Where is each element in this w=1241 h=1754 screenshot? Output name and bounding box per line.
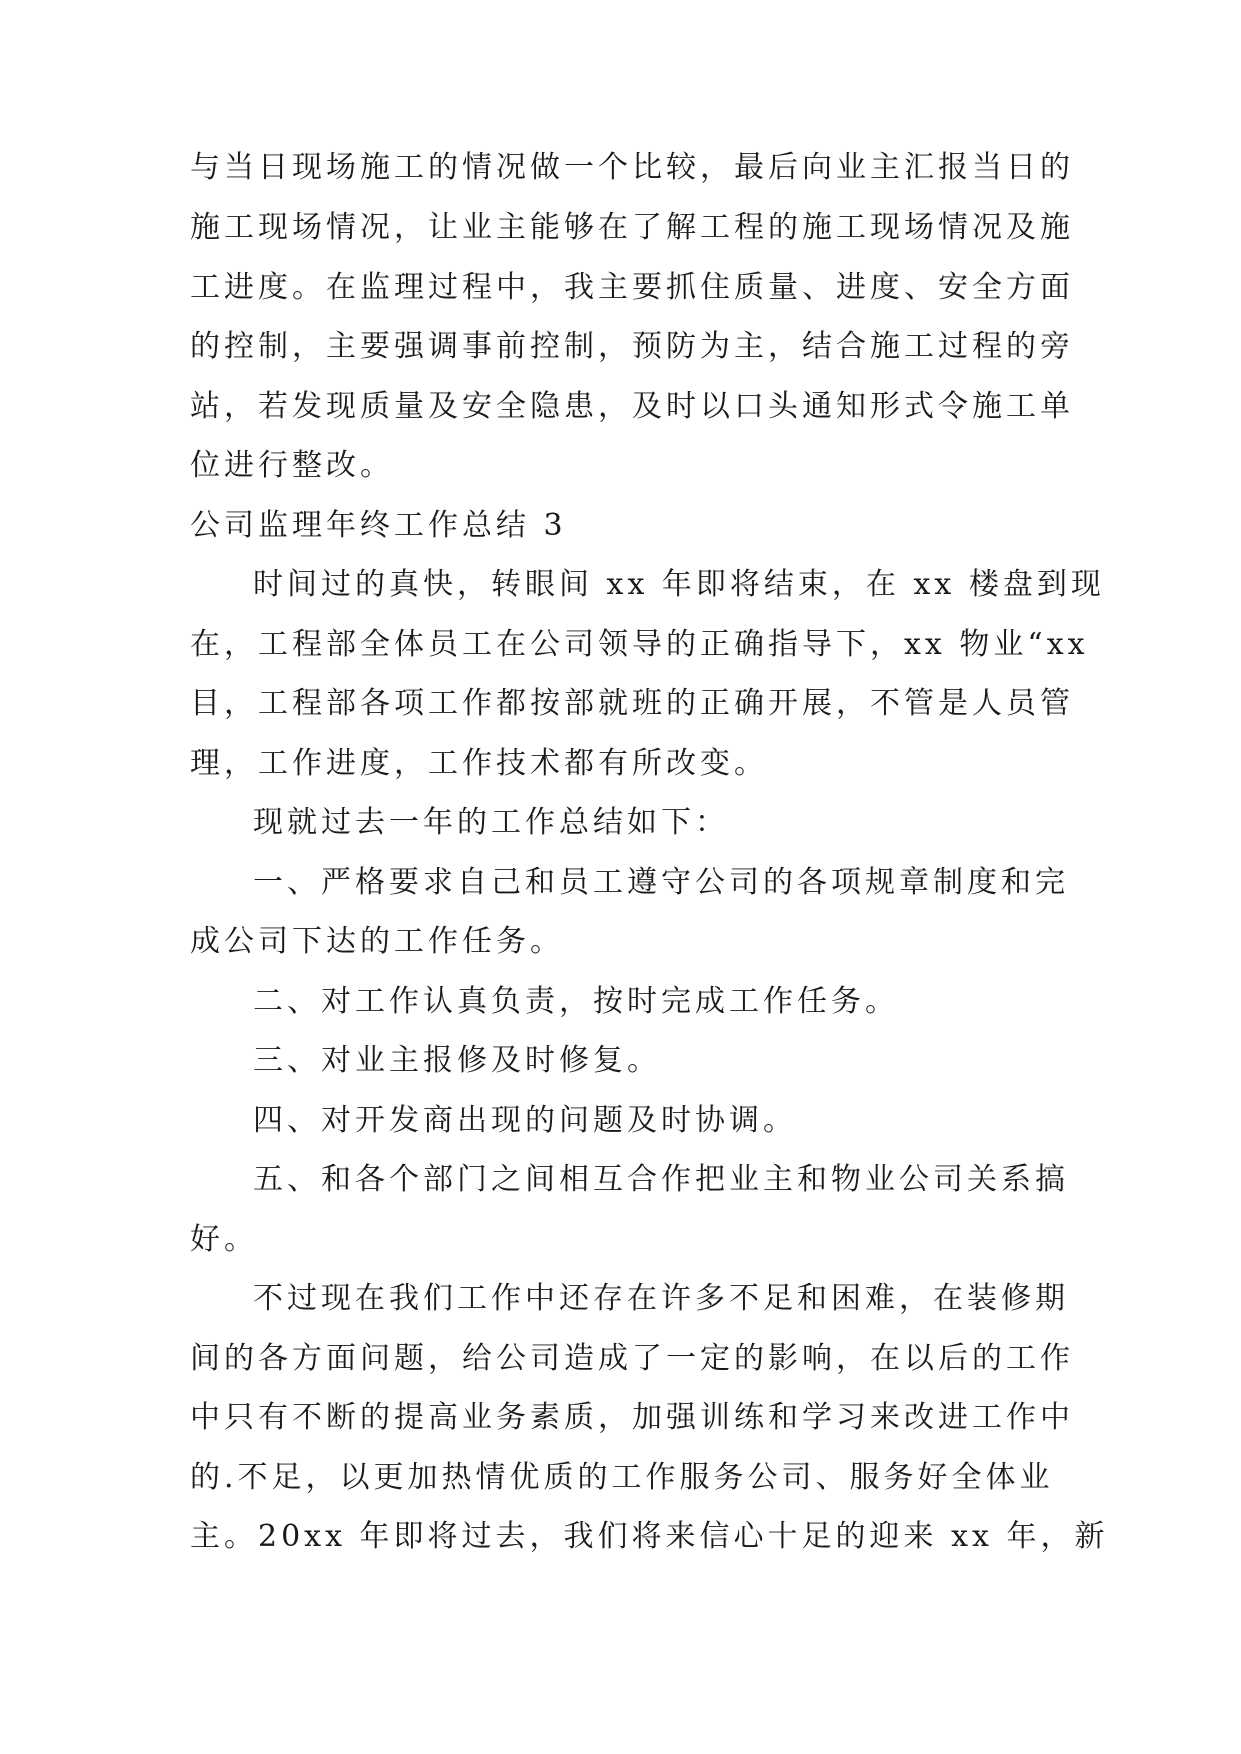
intro-line: 现就过去一年的工作总结如下：	[253, 805, 729, 840]
text-line: 主。20xx 年即将过去，我们将来信心十足的迎来 xx 年，新	[190, 1519, 1109, 1554]
text-line: 目，工程部各项工作都按部就班的正确开展，不管是人员管	[190, 686, 1074, 721]
list-item: 四、对开发商出现的问题及时协调。	[253, 1103, 797, 1138]
list-item: 三、对业主报修及时修复。	[253, 1043, 661, 1078]
list-item: 二、对工作认真负责，按时完成工作任务。	[253, 984, 899, 1019]
text-line: 不过现在我们工作中还存在许多不足和困难，在装修期	[253, 1281, 1069, 1316]
text-line: 在，工程部全体员工在公司领导的正确指导下，xx 物业“xx	[190, 627, 1089, 662]
list-item-continuation: 成公司下达的工作任务。	[190, 924, 564, 959]
text-line: 理，工作进度，工作技术都有所改变。	[190, 746, 768, 781]
text-line: 的.不足，以更加热情优质的工作服务公司、服务好全体业	[190, 1460, 1054, 1495]
text-line: 中只有不断的提高业务素质，加强训练和学习来改进工作中	[190, 1400, 1074, 1435]
text-line: 的控制，主要强调事前控制，预防为主，结合施工过程的旁	[190, 329, 1074, 364]
list-item: 五、和各个部门之间相互合作把业主和物业公司关系搞	[253, 1162, 1069, 1197]
text-line: 间的各方面问题，给公司造成了一定的影响，在以后的工作	[190, 1341, 1074, 1376]
text-line: 站，若发现质量及安全隐患，及时以口头通知形式令施工单	[190, 389, 1074, 424]
list-item-continuation: 好。	[190, 1222, 258, 1257]
text-line: 与当日现场施工的情况做一个比较，最后向业主汇报当日的	[190, 150, 1074, 185]
text-line: 位进行整改。	[190, 448, 394, 483]
section-title: 公司监理年终工作总结 3	[190, 508, 567, 543]
text-line: 工进度。在监理过程中，我主要抓住质量、进度、安全方面	[190, 270, 1074, 305]
text-line: 时间过的真快，转眼间 xx 年即将结束，在 xx 楼盘到现	[253, 567, 1105, 602]
text-line: 施工现场情况，让业主能够在了解工程的施工现场情况及施	[190, 210, 1074, 245]
list-item: 一、严格要求自己和员工遵守公司的各项规章制度和完	[253, 865, 1069, 900]
